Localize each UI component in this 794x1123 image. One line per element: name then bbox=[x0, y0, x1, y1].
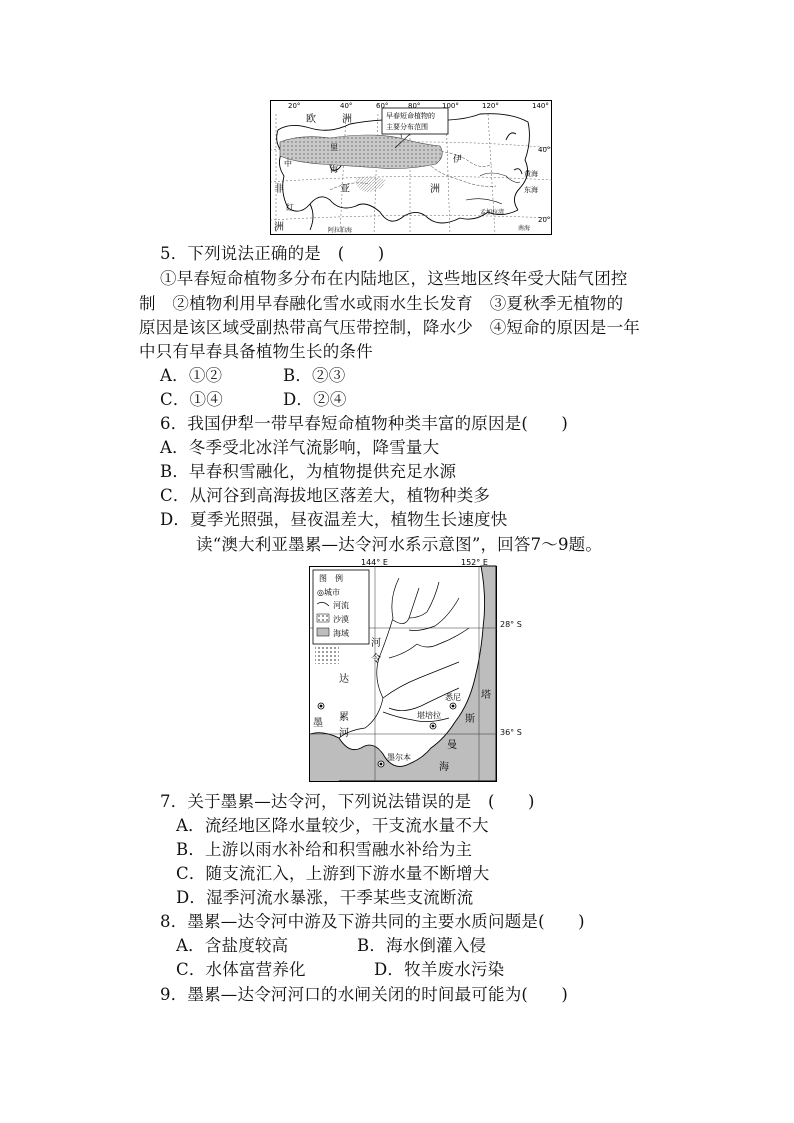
lat-label: 40° bbox=[538, 146, 551, 154]
place-label: 斯 bbox=[465, 714, 475, 725]
place-label: 悉尼 bbox=[445, 693, 461, 702]
legend-sea: 海域 bbox=[333, 629, 349, 638]
q7-stem: 7．关于墨累—达令河，下列说法错误的是 ( ) bbox=[160, 792, 535, 811]
intro-7-9: 读“澳大利亚墨累—达令河水系示意图”，回答7～9题。 bbox=[196, 535, 603, 554]
region-label: 洲 bbox=[430, 184, 440, 195]
region-label: 洲 bbox=[274, 222, 284, 233]
place-label: 令 bbox=[371, 654, 381, 665]
region-label: 非 bbox=[274, 184, 284, 195]
region-label: 海 bbox=[330, 165, 338, 174]
lat-label-28s: 28° S bbox=[500, 620, 522, 629]
q6-stem: 6．我国伊犁一带早春短命植物种类丰富的原因是( ) bbox=[160, 414, 569, 433]
place-label: 海 bbox=[439, 762, 449, 773]
q5-option-b[interactable]: B．②③ bbox=[283, 366, 346, 385]
region-label: 伊 bbox=[453, 155, 463, 165]
place-label: 堪培拉 bbox=[417, 711, 441, 720]
asia-plant-distribution-map bbox=[270, 100, 552, 235]
region-label: 亚 bbox=[340, 184, 350, 195]
lon-label: 60° bbox=[376, 102, 389, 110]
legend-river: 河流 bbox=[333, 601, 349, 610]
place-label: 墨 bbox=[313, 718, 323, 729]
lon-label: 152° E bbox=[461, 558, 488, 567]
q7-option-d[interactable]: D．湿季河流水暴涨，干季某些支流断流 bbox=[176, 888, 474, 907]
lat-label-36s: 36° S bbox=[500, 728, 522, 737]
region-label: 里 bbox=[330, 143, 338, 152]
place-label: 墨尔本 bbox=[387, 753, 411, 762]
q6-option-a[interactable]: A．冬季受北冰洋气流影响，降雪量大 bbox=[160, 438, 440, 457]
legend-city: ◎城市 bbox=[317, 588, 340, 597]
legend-title: 图 例 bbox=[319, 574, 343, 583]
q6-option-c[interactable]: C．从河谷到高海拔地区落差大，植物种类多 bbox=[160, 486, 491, 505]
q8-option-c[interactable]: C．水体富营养化 bbox=[176, 960, 306, 979]
callout-line-2: 主要分布范围 bbox=[386, 123, 428, 131]
q7-option-b[interactable]: B．上游以雨水补给和积雪融水补给为主 bbox=[176, 840, 473, 859]
q5-option-d[interactable]: D．②④ bbox=[283, 390, 347, 409]
place-label: 累 bbox=[339, 712, 349, 723]
lon-label: 120° bbox=[482, 102, 499, 110]
lon-label: 80° bbox=[408, 102, 421, 110]
region-label: 黄海 bbox=[524, 170, 538, 178]
q8-option-a[interactable]: A．含盐度较高 bbox=[176, 936, 289, 955]
place-label: 曼 bbox=[447, 740, 457, 751]
place-label: 河 bbox=[371, 638, 381, 649]
region-label: 洲 bbox=[342, 114, 352, 125]
q7-option-c[interactable]: C．随支流汇入，上游到下游水量不断增大 bbox=[176, 864, 490, 883]
place-label: 塔 bbox=[481, 690, 491, 701]
q7-option-a[interactable]: A．流经地区降水量较少，干支流水量不大 bbox=[176, 816, 489, 835]
sea-label: 孟加拉湾 bbox=[480, 209, 505, 216]
q5-statement-line-4: 中只有早春具备植物生长的条件 bbox=[139, 342, 373, 361]
region-label: 中 bbox=[284, 159, 292, 168]
q8-stem: 8．墨累—达令河中游及下游共同的主要水质问题是( ) bbox=[160, 912, 585, 931]
murray-darling-map bbox=[309, 558, 497, 782]
region-label: 欧 bbox=[306, 114, 316, 125]
q5-option-c[interactable]: C．①④ bbox=[160, 390, 223, 409]
q5-statement-line-3: 原因是该区域受副热带高气压带控制，降水少 ④短命的原因是一年 bbox=[139, 318, 640, 337]
q5-statement-line-1: ①早春短命植物多分布在内陆地区，这些地区终年受大陆气团控 bbox=[160, 269, 628, 288]
lon-label: 20° bbox=[288, 102, 301, 110]
place-label: 河 bbox=[339, 728, 349, 739]
lon-label: 140° bbox=[532, 102, 549, 110]
lat-label: 20° bbox=[538, 216, 551, 224]
sea-label: 阿拉伯海 bbox=[328, 227, 353, 234]
q6-option-d[interactable]: D．夏季光照强，昼夜温差大，植物生长速度快 bbox=[160, 510, 508, 529]
q8-option-b[interactable]: B．海水倒灌入侵 bbox=[357, 936, 487, 955]
q5-statement-line-2: 制 ②植物利用早春融化雪水或雨水生长发育 ③夏秋季无植物的 bbox=[139, 294, 624, 313]
q9-stem: 9．墨累—达令河河口的水闸关闭的时间最可能为( ) bbox=[160, 985, 569, 1004]
q8-option-d[interactable]: D．牧羊废水污染 bbox=[374, 960, 505, 979]
q5-option-a[interactable]: A．①② bbox=[160, 366, 223, 385]
place-label: 达 bbox=[339, 674, 349, 685]
region-label: 东海 bbox=[524, 186, 538, 194]
region-label: 红 bbox=[286, 203, 294, 212]
lon-label: 100° bbox=[442, 102, 459, 110]
sea-label: 南海 bbox=[518, 225, 531, 232]
q6-option-b[interactable]: B．早春积雪融化，为植物提供充足水源 bbox=[160, 462, 457, 481]
lon-label: 40° bbox=[340, 102, 353, 110]
q5-stem: 5．下列说法正确的是 ( ) bbox=[160, 244, 385, 263]
legend-desert: 沙漠 bbox=[333, 615, 349, 624]
lon-label: 144° E bbox=[361, 558, 388, 567]
callout-line-1: 早春短命植物的 bbox=[386, 112, 435, 120]
